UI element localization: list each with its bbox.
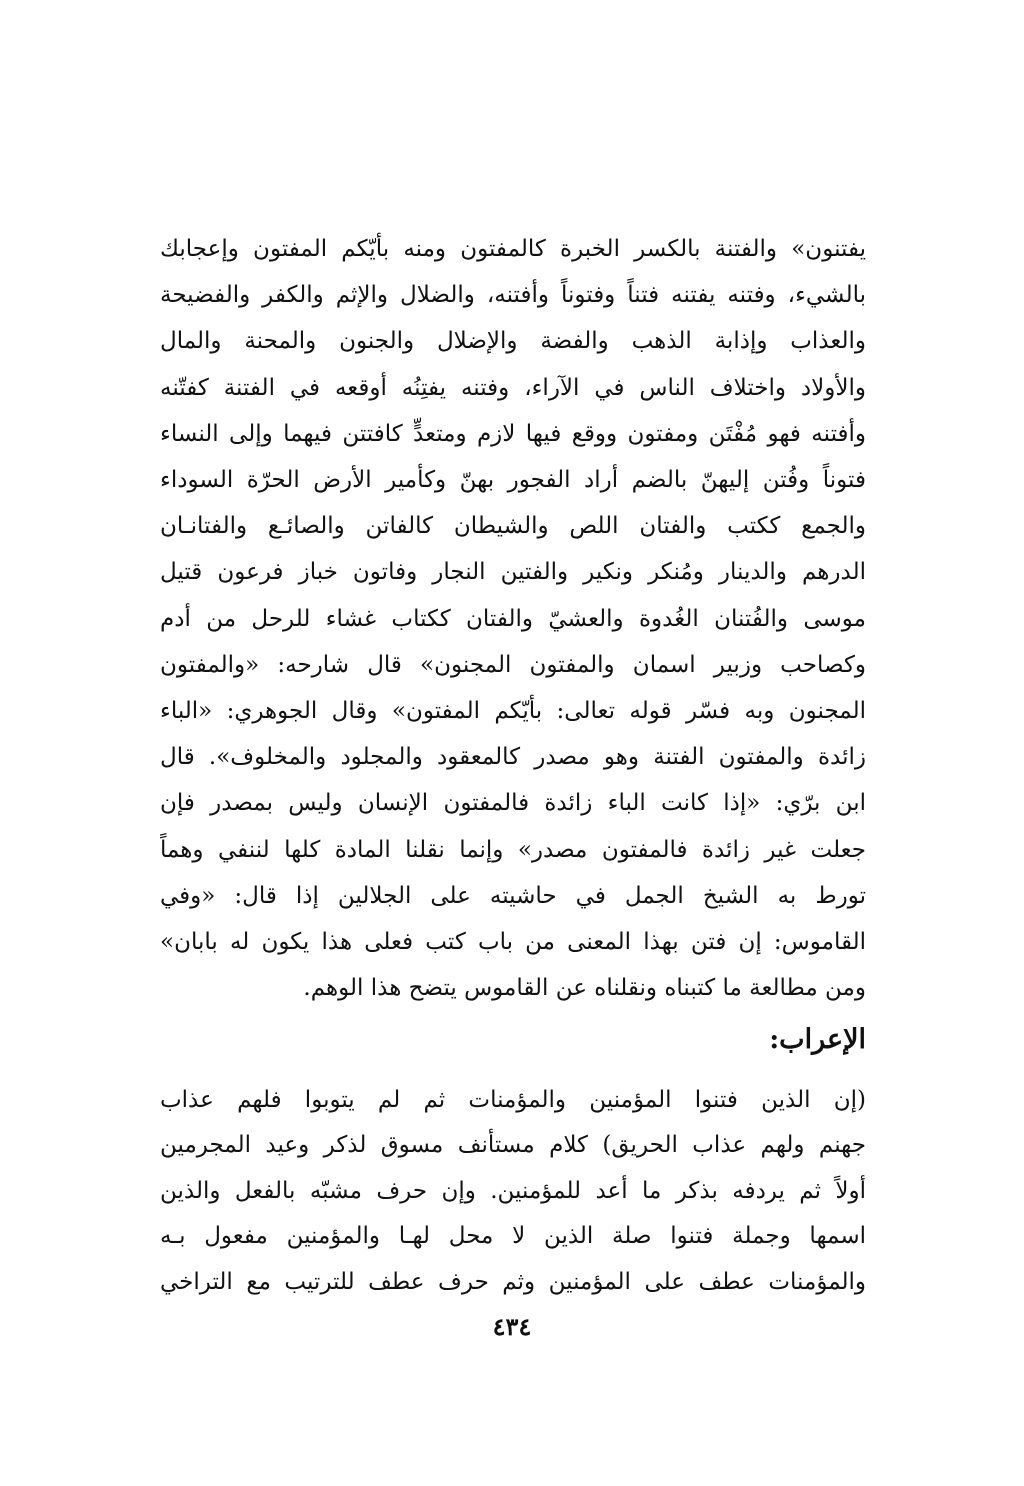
text-line: والأولاد واختلاف الناس في الآراء، وفتنه يفتِنُه أوقعه في الفتنة كفتّنه — [160, 374, 866, 401]
commentary-paragraph — [160, 226, 866, 1011]
text-line: يفتنون» والفتنة بالكسر الخبرة كالمفتون ومنه بأيّكم المفتون وإعجابك — [160, 236, 866, 262]
text-line: فتوناً وفُتن إليهنّ بالضم أراد الفجور بهنّ وكأمير الأرض الحرّة السوداء — [160, 467, 866, 494]
text-line: وأفتنه فهو مُفْتَن ومفتون ووقع فيها لازم ومتعدٍّ كافتتن فيهما وإلى النساء — [160, 420, 866, 447]
text-line: المجنون وبه فسّر قوله تعالى: بأيّكم المفتون» وقال الجوهري: «الباء — [160, 698, 866, 725]
text-line: تورط به الشيخ الجمل في حاشيته على الجلالين إذا قال: «وفي — [160, 882, 866, 909]
text-line: الدرهم والدينار ومُنكر ونكير والفتين النجار وفاتون خباز فرعون قتيل — [160, 559, 866, 586]
text-line: بالشيء، وفتنه يفتنه فتناً وفتوناً وأفتنه، والضلال والإثم والكفر والفضيحة — [160, 282, 866, 309]
text-line: أولاً ثم يردفه بذكر ما أعد للمؤمنين. وإن حرف مشبّه بالفعل والذين — [160, 1177, 866, 1204]
text-line: جهنم ولهم عذاب الحريق) كلام مستأنف مسوق لذكر وعيد المجرمين — [160, 1132, 866, 1159]
text-line: وكصاحب وزبير اسمان والمفتون المجنون» قال شارحه: «والمفتون — [160, 651, 866, 678]
text-line: القاموس: إن فتن بهذا المعنى من باب كتب فعلى هذا يكون له بابان» — [160, 929, 866, 956]
analysis-paragraph — [160, 1078, 866, 1305]
text-line: جعلت غير زائدة فالمفتون مصدر» وإنما نقلنا المادة كلها لننفي وهماً — [160, 836, 866, 863]
text-line: ابن برّي: «إذا كانت الباء زائدة فالمفتون الإنسان وليس بمصدر فإن — [160, 790, 866, 817]
text-line: والعذاب وإذابة الذهب والفضة والإضلال والجنون والمحنة والمال — [160, 328, 866, 355]
section-heading: الإعراب: — [769, 1024, 866, 1055]
text-line: زائدة والمفتون الفتنة وهو مصدر كالمعقود والمجلود والمخلوف». قال — [160, 744, 866, 771]
text-line: (إن الذين فتنوا المؤمنين والمؤمنات ثم لم يتوبوا فلهم عذاب — [160, 1087, 866, 1113]
page-number: ٤٣٤ — [492, 1312, 532, 1341]
text-line: موسى والفُتنان الغُدوة والعشيّ والفتان ككتاب غشاء للرحل من أدم — [160, 605, 866, 632]
text-line: والمؤمنات عطف على المؤمنين وثم حرف عطف للترتيب مع التراخي — [160, 1268, 866, 1295]
text-line: والجمع ككتب والفتان اللص والشيطان كالفاتن والصائـع والفتانـان — [160, 513, 866, 540]
text-line: ومن مطالعة ما كتبناه ونقلناه عن القاموس يتضح هذا الوهم. — [303, 975, 866, 1002]
text-line: اسمها وجملة فتنوا صلة الذين لا محل لهـا والمؤمنين مفعول بـه — [160, 1223, 866, 1250]
